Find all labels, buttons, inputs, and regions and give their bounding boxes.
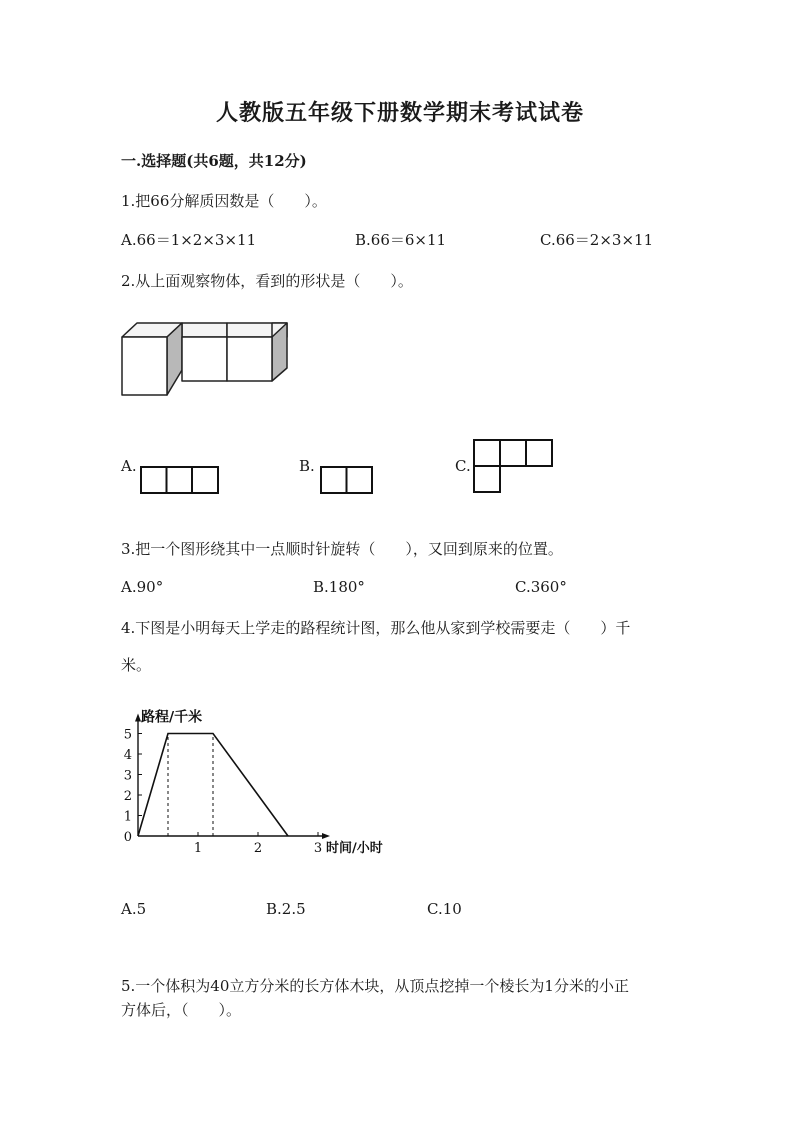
- q3-option-b: B.180°: [313, 578, 365, 596]
- x-axis-label: 时间/小时: [326, 841, 383, 856]
- q1-option-a: A.66＝1×2×3×11: [121, 231, 257, 249]
- question-2-stem: 2.从上面观察物体，看到的形状是（ ）。: [121, 272, 413, 290]
- q2-option-a: A.: [121, 457, 137, 475]
- question-5-stem-line1: 5.一个体积为40立方分米的长方体木块，从顶点挖掉一个棱长为1分米的小正: [121, 977, 629, 995]
- series-line-distance: [138, 734, 288, 837]
- option-b-two-squares: [320, 466, 374, 494]
- distance-time-chart: [112, 706, 412, 856]
- y-tick-label: 5: [123, 727, 132, 743]
- y-axis-label: 路程/千米: [141, 709, 203, 726]
- q4-option-a: A.5: [121, 900, 147, 918]
- y-tick-label: 2: [123, 789, 132, 804]
- q2-option-c: C.: [455, 457, 471, 475]
- q1-option-c: C.66＝2×3×11: [540, 231, 654, 249]
- x-tick-label: 2: [253, 841, 263, 856]
- q1-option-b: B.66＝6×11: [355, 231, 447, 249]
- cube-stack-figure: [122, 323, 290, 398]
- x-tick-label: 1: [193, 841, 203, 856]
- page-title: 人教版五年级下册数学期末考试试卷: [215, 100, 584, 126]
- question-4-stem-line1: 4.下图是小明每天上学走的路程统计图，那么他从家到学校需要走（ ）千: [121, 619, 631, 637]
- question-3-stem: 3.把一个图形绕其中一点顺时针旋转（ ），又回到原来的位置。: [121, 540, 563, 558]
- x-axis-arrow: [322, 833, 330, 839]
- q3-option-a: A.90°: [121, 578, 164, 596]
- x-tick-label: 3: [313, 841, 323, 856]
- question-5-stem-line2: 方体后，（ ）。: [121, 1001, 242, 1019]
- section-heading: 一.选择题(共6题，共12分): [121, 152, 307, 170]
- question-4-stem-line2: 米。: [121, 656, 152, 674]
- y-tick-label: 3: [123, 768, 132, 784]
- y-tick-label: 4: [123, 748, 132, 763]
- y-tick-label: 1: [123, 809, 132, 825]
- q3-option-c: C.360°: [515, 578, 567, 596]
- q4-option-b: B.2.5: [266, 900, 306, 918]
- y-tick-label: 0: [123, 830, 132, 845]
- question-1-stem: 1.把66分解质因数是（ ）。: [121, 192, 327, 210]
- q4-option-c: C.10: [427, 900, 462, 918]
- option-c-l-shape: [473, 439, 555, 495]
- option-a-three-squares: [140, 466, 220, 494]
- q2-option-b: B.: [299, 457, 315, 475]
